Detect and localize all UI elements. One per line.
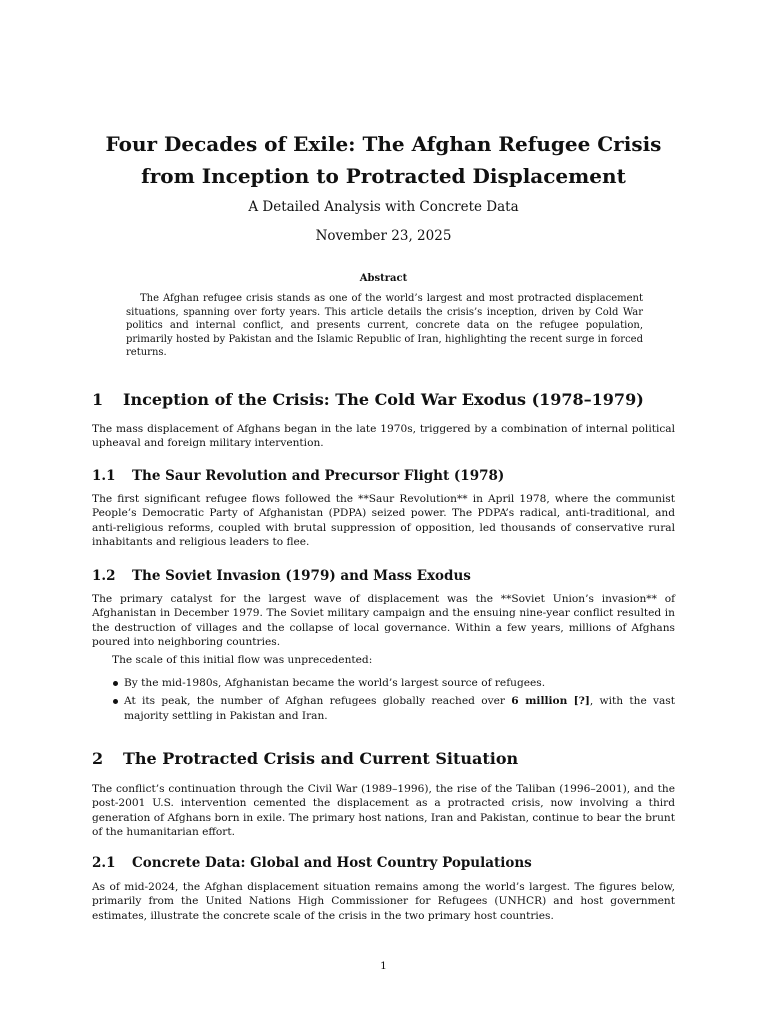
section-1-2-bullets (92, 676, 675, 727)
section-1-1-title: The Saur Revolution and Precursor Flight (1978) (132, 468, 505, 484)
section-2-1-number: 2.1 (92, 855, 116, 871)
section-1-2-number: 1.2 (92, 568, 116, 584)
list-item (92, 676, 675, 690)
refugee-peak-figure: 6 million (511, 695, 568, 708)
section-2-1-title: Concrete Data: Global and Host Country Populations (132, 855, 532, 871)
section-1-1-text: The first significant refugee flows followed the **Saur Revolution** in April 1978, where the communist People’s Democratic Party of Afghanistan (PDPA) seized power. The PDPA’s radical, anti-traditional, and anti-religious reforms, coupled with brutal suppression of opposition, led thousands of conservative rural inhabitants and religious leaders to flee. (92, 493, 675, 549)
list-item (92, 694, 675, 723)
section-2-number: 2 (92, 749, 104, 768)
section-1-number: 1 (92, 390, 104, 409)
section-2-title: The Protracted Crisis and Current Situation (123, 749, 519, 768)
bullet-text-post: , with the vast majority settling in Pakistan and Iran. (124, 695, 676, 722)
section-1-intro: The mass displacement of Afghans began in the late 1970s, triggered by a combination of internal political upheaval and foreign military intervention. (92, 423, 675, 450)
bullet-text-pre: At its peak, the number of Afghan refugees globally reached over (124, 695, 512, 708)
section-1-1-number: 1.1 (92, 468, 116, 484)
section-2-heading (92, 749, 675, 768)
section-1-2-heading (92, 568, 675, 584)
section-2-1-heading (92, 855, 675, 871)
section-1-heading (92, 390, 675, 409)
section-2-1-text: As of mid-2024, the Afghan displacement situation remains among the world’s largest. The figures below, primarily from the United Nations High Commissioner for Refugees (UNHCR) and host government estimates, illustrate the concrete scale of the crisis in the two primary host countries. (92, 881, 675, 922)
paper-subtitle: A Detailed Analysis with Concrete Data (248, 199, 519, 215)
section-1-title: Inception of the Crisis: The Cold War Exodus (1978–1979) (123, 390, 644, 409)
bullet-icon (113, 681, 118, 686)
section-1-2-lead: The scale of this initial flow was unprecedented: (112, 654, 373, 666)
section-1-1-heading (92, 468, 675, 484)
section-1-2-title: The Soviet Invasion (1979) and Mass Exodus (132, 568, 471, 584)
bullet-icon (113, 699, 118, 704)
section-2-text: The conflict’s continuation through the Civil War (1989–1996), the rise of the Taliban (1996–2001), and the post-2001 U.S. intervention cemented the displacement as a protracted crisis, now involving a third generation of Afghans born in exile. The primary host nations, Iran and Pakistan, continue to bear the brunt of the humanitarian effort. (92, 783, 675, 839)
section-1-2-text: The primary catalyst for the largest wave of displacement was the **Soviet Union’s invasion** of Afghanistan in December 1979. The Soviet military campaign and the ensuing nine-year conflict resulted in the destruction of villages and the collapse of local governance. Within a few years, millions of Afghans poured into neighboring countries. (92, 593, 675, 649)
abstract-heading: Abstract (359, 273, 408, 284)
bullet-text: By the mid-1980s, Afghanistan became the world’s largest source of refugees. (124, 677, 546, 689)
paper-date: November 23, 2025 (315, 228, 452, 244)
abstract-text: The Afghan refugee crisis stands as one of the world’s largest and most protracted displacement situations, spanning over forty years. This article details the crisis’s inception, driven by Cold War politics and internal conflict, and presents current, concrete data on the refugee population, primarily hosted by Pakistan and the Islamic Republic of Iran, highlighting the recent surge in forced returns. (126, 293, 643, 358)
page-number: 1 (380, 960, 387, 972)
paper-title: Four Decades of Exile: The Afghan Refugee Crisis from Inception to Protracted Displacement (105, 132, 662, 188)
citation-placeholder[interactable]: [?] (573, 695, 590, 708)
